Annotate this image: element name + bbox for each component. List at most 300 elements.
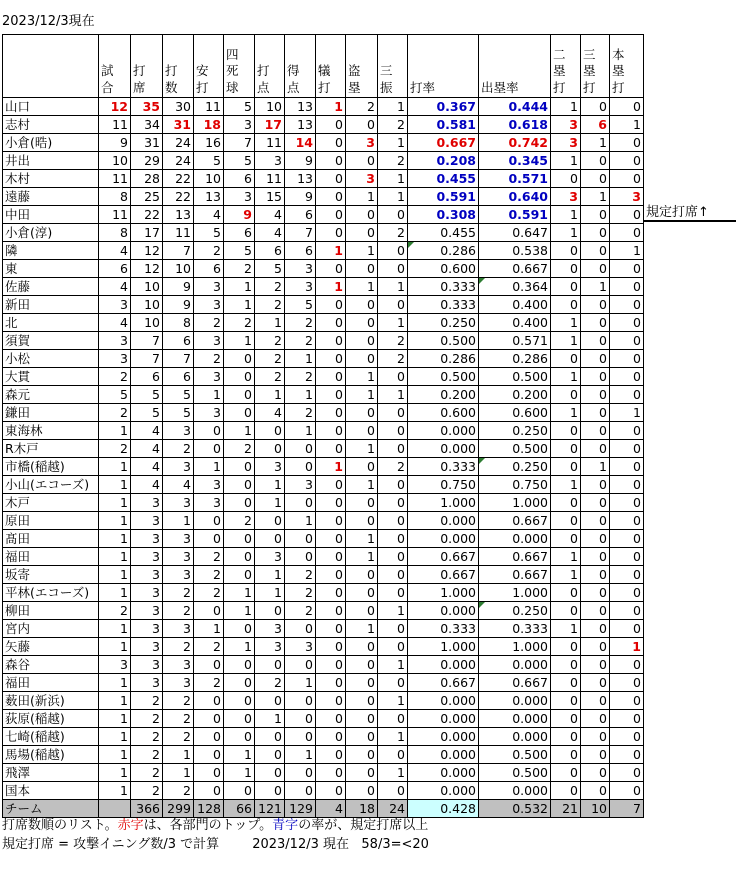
team-total-row: [3, 800, 644, 818]
stat-cell: 0: [285, 440, 316, 458]
stat-cell: 0.000: [408, 440, 479, 458]
stat-cell: 1.000: [479, 638, 551, 656]
stat-cell: 0.000: [408, 422, 479, 440]
stat-cell: 0.000: [408, 656, 479, 674]
player-row: [3, 674, 644, 692]
stat-cell: 5: [163, 404, 194, 422]
stat-cell: 10: [194, 170, 224, 188]
stat-cell: 1: [99, 512, 131, 530]
player-name: 志村: [3, 116, 99, 134]
stat-cell: 0: [285, 728, 316, 746]
stat-cell: 1: [99, 494, 131, 512]
stat-cell: 3: [346, 170, 378, 188]
stat-cell: 2: [131, 764, 163, 782]
stat-cell: 7: [163, 242, 194, 260]
stat-cell: 0: [285, 620, 316, 638]
stat-cell: 0: [346, 314, 378, 332]
player-row: [3, 602, 644, 620]
stat-cell: 3: [131, 656, 163, 674]
stat-cell: 0: [194, 512, 224, 530]
stat-cell: 7: [131, 350, 163, 368]
player-name: 新田: [3, 296, 99, 314]
stat-cell: 1: [378, 170, 408, 188]
stat-cell: 7: [224, 134, 255, 152]
stat-cell: 0: [316, 116, 346, 134]
stat-cell: 1.000: [408, 494, 479, 512]
player-row: [3, 656, 644, 674]
stat-cell: 0.667: [408, 566, 479, 584]
player-row: [3, 170, 644, 188]
stat-cell: 0: [581, 728, 610, 746]
stat-cell: 11: [255, 134, 285, 152]
stat-cell: 0: [316, 368, 346, 386]
stat-cell: 1: [99, 476, 131, 494]
stat-cell: 0: [316, 476, 346, 494]
stat-cell: 0: [610, 728, 644, 746]
stat-cell: 0: [610, 350, 644, 368]
stat-cell: 2: [99, 440, 131, 458]
stat-cell: 0: [346, 566, 378, 584]
stat-cell: 0.667: [479, 674, 551, 692]
stat-cell: 3: [163, 458, 194, 476]
stat-cell: 0.286: [479, 350, 551, 368]
stat-cell: 2: [131, 710, 163, 728]
stat-cell: 10: [131, 296, 163, 314]
stat-cell: 3: [131, 674, 163, 692]
stat-cell: 0: [378, 674, 408, 692]
stat-cell: 3: [224, 116, 255, 134]
stat-cell: 1: [551, 332, 581, 350]
stat-cell: 3: [99, 656, 131, 674]
stat-cell: 13: [163, 206, 194, 224]
player-row: [3, 134, 644, 152]
stat-cell: 0: [581, 260, 610, 278]
stat-cell: 1: [551, 152, 581, 170]
player-name: 東: [3, 260, 99, 278]
stat-cell: 3: [131, 584, 163, 602]
column-header: 得 点: [285, 35, 316, 98]
stat-cell: 0: [316, 206, 346, 224]
player-name: 小山(エコーズ): [3, 476, 99, 494]
stat-cell: 0: [581, 620, 610, 638]
stat-cell: 0: [316, 584, 346, 602]
stat-cell: 0: [610, 494, 644, 512]
stat-cell: 0: [194, 728, 224, 746]
player-name: 市橋(稲越): [3, 458, 99, 476]
stat-cell: 0.208: [408, 152, 479, 170]
stat-cell: 22: [163, 188, 194, 206]
stat-cell: 18: [346, 800, 378, 818]
stat-cell: 0: [255, 530, 285, 548]
stat-cell: 0.667: [408, 134, 479, 152]
player-name: 柳田: [3, 602, 99, 620]
stat-cell: 31: [131, 134, 163, 152]
stat-cell: 11: [99, 206, 131, 224]
stat-cell: 0.000: [408, 746, 479, 764]
stat-cell: 0: [610, 440, 644, 458]
stat-cell: 2: [378, 116, 408, 134]
stat-cell: 0: [551, 584, 581, 602]
stat-cell: 0: [581, 422, 610, 440]
stat-cell: 10: [581, 800, 610, 818]
stat-cell: 1: [255, 710, 285, 728]
column-header: [3, 35, 99, 98]
player-row: [3, 116, 644, 134]
player-row: [3, 404, 644, 422]
stat-cell: 5: [163, 386, 194, 404]
player-name: 福田: [3, 674, 99, 692]
stat-cell: 1: [224, 638, 255, 656]
player-row: [3, 368, 644, 386]
player-name: 七崎(稲越): [3, 728, 99, 746]
player-name: 矢藤: [3, 638, 99, 656]
stat-cell: 2: [378, 224, 408, 242]
stat-cell: 10: [99, 152, 131, 170]
stat-cell: 1: [99, 530, 131, 548]
stat-cell: 0.000: [408, 512, 479, 530]
player-name: 木戸: [3, 494, 99, 512]
stat-cell: 0: [378, 476, 408, 494]
stat-cell: 3: [131, 548, 163, 566]
stat-cell: 0: [610, 206, 644, 224]
stat-cell: 4: [131, 422, 163, 440]
stat-cell: 0: [378, 404, 408, 422]
stat-cell: 0: [581, 476, 610, 494]
stat-cell: 1.000: [479, 494, 551, 512]
stat-cell: 1: [378, 134, 408, 152]
stat-cell: 2: [224, 440, 255, 458]
stat-cell: 0.364: [479, 278, 551, 296]
stat-cell: 1: [551, 566, 581, 584]
stat-cell: 2: [163, 782, 194, 800]
stat-cell: 0: [378, 242, 408, 260]
stat-cell: 17: [255, 116, 285, 134]
stat-cell: 0: [316, 224, 346, 242]
stat-cell: 4: [131, 476, 163, 494]
stat-cell: 13: [285, 98, 316, 116]
stat-cell: 0: [551, 242, 581, 260]
stat-cell: 3: [194, 368, 224, 386]
stat-cell: 1: [551, 548, 581, 566]
stat-cell: 6: [255, 242, 285, 260]
stat-cell: 0: [610, 602, 644, 620]
stat-cell: 0: [551, 728, 581, 746]
stat-cell: 1: [194, 458, 224, 476]
stat-cell: 0: [285, 548, 316, 566]
stat-cell: 24: [378, 800, 408, 818]
stat-cell: 3: [99, 332, 131, 350]
stat-cell: 2: [285, 332, 316, 350]
stat-cell: 0: [610, 458, 644, 476]
stat-cell: 0: [346, 674, 378, 692]
stat-cell: 1: [285, 422, 316, 440]
stat-cell: 2: [378, 458, 408, 476]
stat-cell: 1: [551, 620, 581, 638]
stat-cell: 1: [224, 764, 255, 782]
stat-cell: 0: [610, 548, 644, 566]
stat-cell: 8: [99, 224, 131, 242]
stat-cell: 5: [194, 224, 224, 242]
player-row: [3, 530, 644, 548]
stat-cell: 4: [255, 224, 285, 242]
stat-cell: 1: [551, 224, 581, 242]
stat-cell: 0: [610, 260, 644, 278]
stat-cell: 0: [581, 368, 610, 386]
stat-cell: 0: [285, 764, 316, 782]
stat-cell: 0: [610, 512, 644, 530]
stat-cell: 2: [285, 602, 316, 620]
stat-cell: 4: [131, 458, 163, 476]
stat-cell: 0.750: [479, 476, 551, 494]
stat-cell: 6: [224, 224, 255, 242]
stat-cell: 0: [610, 170, 644, 188]
stat-cell: 0.333: [479, 620, 551, 638]
stat-cell: 0.667: [479, 566, 551, 584]
stat-cell: 1: [581, 188, 610, 206]
stat-cell: 18: [194, 116, 224, 134]
stat-cell: 0: [316, 386, 346, 404]
stat-cell: 66: [224, 800, 255, 818]
stat-cell: 1: [346, 386, 378, 404]
stat-cell: 0: [346, 422, 378, 440]
stat-cell: 0.532: [479, 800, 551, 818]
stat-cell: 35: [131, 98, 163, 116]
stat-cell: 1: [346, 548, 378, 566]
stat-cell: 1: [378, 314, 408, 332]
stat-cell: 0: [581, 296, 610, 314]
stat-cell: 1: [378, 386, 408, 404]
note-text: 打席数順のリスト。: [2, 818, 118, 833]
stat-cell: 0.428: [408, 800, 479, 818]
stat-cell: 0: [224, 692, 255, 710]
stat-cell: 2: [224, 512, 255, 530]
stat-cell: 0: [346, 656, 378, 674]
stat-cell: 2: [255, 350, 285, 368]
stat-cell: 0: [378, 584, 408, 602]
stat-cell: 1: [610, 404, 644, 422]
player-row: [3, 260, 644, 278]
stat-cell: 0: [581, 350, 610, 368]
stat-cell: 0: [346, 224, 378, 242]
stat-cell: 0: [581, 566, 610, 584]
stat-cell: 0: [285, 710, 316, 728]
date-title: 2023/12/3現在: [2, 14, 95, 29]
stat-cell: 0.000: [408, 728, 479, 746]
stat-cell: 3: [610, 188, 644, 206]
stat-cell: 3: [346, 134, 378, 152]
legend-note: [2, 817, 428, 834]
stat-cell: 0: [581, 656, 610, 674]
player-row: [3, 476, 644, 494]
stat-cell: 1: [581, 134, 610, 152]
player-name: 木村: [3, 170, 99, 188]
stat-cell: 0: [610, 224, 644, 242]
stat-cell: 5: [224, 152, 255, 170]
stat-cell: 9: [285, 188, 316, 206]
stat-cell: 0: [346, 728, 378, 746]
stat-cell: 1: [224, 296, 255, 314]
stat-cell: 3: [131, 566, 163, 584]
stat-cell: 0: [346, 404, 378, 422]
stat-cell: 10: [255, 98, 285, 116]
stat-cell: 0: [194, 440, 224, 458]
stat-cell: 6: [581, 116, 610, 134]
stat-cell: 0: [316, 188, 346, 206]
player-name: 飛澤: [3, 764, 99, 782]
player-row: [3, 548, 644, 566]
stat-cell: 0.600: [479, 404, 551, 422]
stat-cell: 0: [316, 764, 346, 782]
column-header: 三 塁 打: [581, 35, 610, 98]
player-name: 東海林: [3, 422, 99, 440]
stat-cell: 0: [224, 530, 255, 548]
stat-cell: 0: [255, 746, 285, 764]
player-name: 森谷: [3, 656, 99, 674]
stat-cell: 0: [551, 638, 581, 656]
stat-cell: 0.333: [408, 620, 479, 638]
stat-cell: 1: [255, 386, 285, 404]
stat-cell: 1: [378, 278, 408, 296]
stat-cell: 3: [551, 188, 581, 206]
stat-cell: 2: [194, 584, 224, 602]
stat-cell: 0: [581, 206, 610, 224]
stat-cell: 3: [255, 638, 285, 656]
stat-cell: 0: [316, 314, 346, 332]
player-row: [3, 224, 644, 242]
stat-cell: 0: [610, 98, 644, 116]
stat-cell: 0: [581, 638, 610, 656]
player-name: 馬場(稲越): [3, 746, 99, 764]
stat-cell: 0: [581, 314, 610, 332]
stat-cell: 3: [163, 530, 194, 548]
player-name: 井出: [3, 152, 99, 170]
stat-cell: 5: [224, 98, 255, 116]
stat-cell: 28: [131, 170, 163, 188]
stat-cell: 1: [163, 512, 194, 530]
stat-cell: 0: [224, 656, 255, 674]
stat-cell: 0: [610, 584, 644, 602]
stat-cell: 0.000: [408, 692, 479, 710]
stat-cell: 31: [163, 116, 194, 134]
stat-cell: 1: [581, 458, 610, 476]
stat-cell: 4: [255, 404, 285, 422]
player-row: [3, 296, 644, 314]
stat-cell: 0: [581, 98, 610, 116]
stat-cell: 2: [194, 566, 224, 584]
stat-cell: 11: [255, 170, 285, 188]
player-row: [3, 512, 644, 530]
stat-cell: 4: [99, 242, 131, 260]
stat-cell: 0: [316, 350, 346, 368]
stat-cell: 0.000: [408, 782, 479, 800]
stat-cell: 0: [610, 332, 644, 350]
stat-cell: 0.640: [479, 188, 551, 206]
stat-cell: 0.538: [479, 242, 551, 260]
stat-cell: 3: [163, 620, 194, 638]
stat-cell: 5: [99, 386, 131, 404]
stat-cell: 0: [316, 638, 346, 656]
stat-cell: 1: [378, 764, 408, 782]
stat-cell: 0: [551, 278, 581, 296]
stat-cell: 0: [316, 170, 346, 188]
stat-cell: 0: [255, 602, 285, 620]
stat-cell: 0: [346, 638, 378, 656]
player-name: 宮内: [3, 620, 99, 638]
player-name: 遠藤: [3, 188, 99, 206]
player-row: [3, 386, 644, 404]
player-name: 隣: [3, 242, 99, 260]
stat-cell: 1.000: [408, 584, 479, 602]
stat-cell: 3: [99, 296, 131, 314]
stat-cell: 0: [581, 746, 610, 764]
stat-cell: 0: [378, 620, 408, 638]
stat-cell: 2: [285, 368, 316, 386]
stat-cell: 3: [99, 350, 131, 368]
stat-cell: 4: [163, 476, 194, 494]
stat-cell: 0.345: [479, 152, 551, 170]
stat-cell: 0: [224, 566, 255, 584]
stat-cell: 0.286: [408, 242, 479, 260]
stat-cell: 2: [131, 728, 163, 746]
stat-cell: 0: [346, 512, 378, 530]
stat-cell: 0: [551, 692, 581, 710]
stat-cell: 366: [131, 800, 163, 818]
stat-cell: 0: [610, 278, 644, 296]
stat-cell: 0: [610, 134, 644, 152]
stat-cell: 3: [194, 296, 224, 314]
player-row: [3, 314, 644, 332]
stat-cell: 3: [285, 638, 316, 656]
stat-cell: 0: [581, 710, 610, 728]
stat-cell: 0.667: [479, 512, 551, 530]
column-header: 打 数: [163, 35, 194, 98]
stat-cell: 25: [131, 188, 163, 206]
stat-cell: 0: [378, 530, 408, 548]
stat-cell: 4: [131, 440, 163, 458]
stat-cell: 11: [194, 98, 224, 116]
stat-cell: 0: [346, 746, 378, 764]
stat-cell: 3: [163, 422, 194, 440]
stat-cell: 0.500: [479, 368, 551, 386]
stat-cell: 3: [131, 494, 163, 512]
stat-cell: 0: [316, 656, 346, 674]
stat-cell: 0: [285, 494, 316, 512]
stat-cell: 8: [163, 314, 194, 332]
stat-cell: 0: [316, 404, 346, 422]
stat-cell: 0.000: [408, 764, 479, 782]
batting-stats-table: [2, 34, 644, 818]
stat-cell: 0: [581, 440, 610, 458]
player-row: [3, 584, 644, 602]
stat-cell: 24: [163, 152, 194, 170]
player-name: 佐藤: [3, 278, 99, 296]
stat-cell: 11: [99, 170, 131, 188]
stat-cell: 0: [610, 656, 644, 674]
player-row: [3, 692, 644, 710]
player-row: [3, 206, 644, 224]
stat-cell: 1: [99, 764, 131, 782]
stat-cell: 0: [316, 152, 346, 170]
stat-cell: 0: [224, 458, 255, 476]
player-name: 小倉(淳): [3, 224, 99, 242]
stat-cell: 0: [551, 170, 581, 188]
stat-cell: 2: [131, 692, 163, 710]
stat-cell: 3: [131, 638, 163, 656]
stat-cell: 0: [224, 782, 255, 800]
stat-cell: 3: [255, 620, 285, 638]
stat-cell: 0: [581, 404, 610, 422]
stat-cell: 0: [224, 710, 255, 728]
